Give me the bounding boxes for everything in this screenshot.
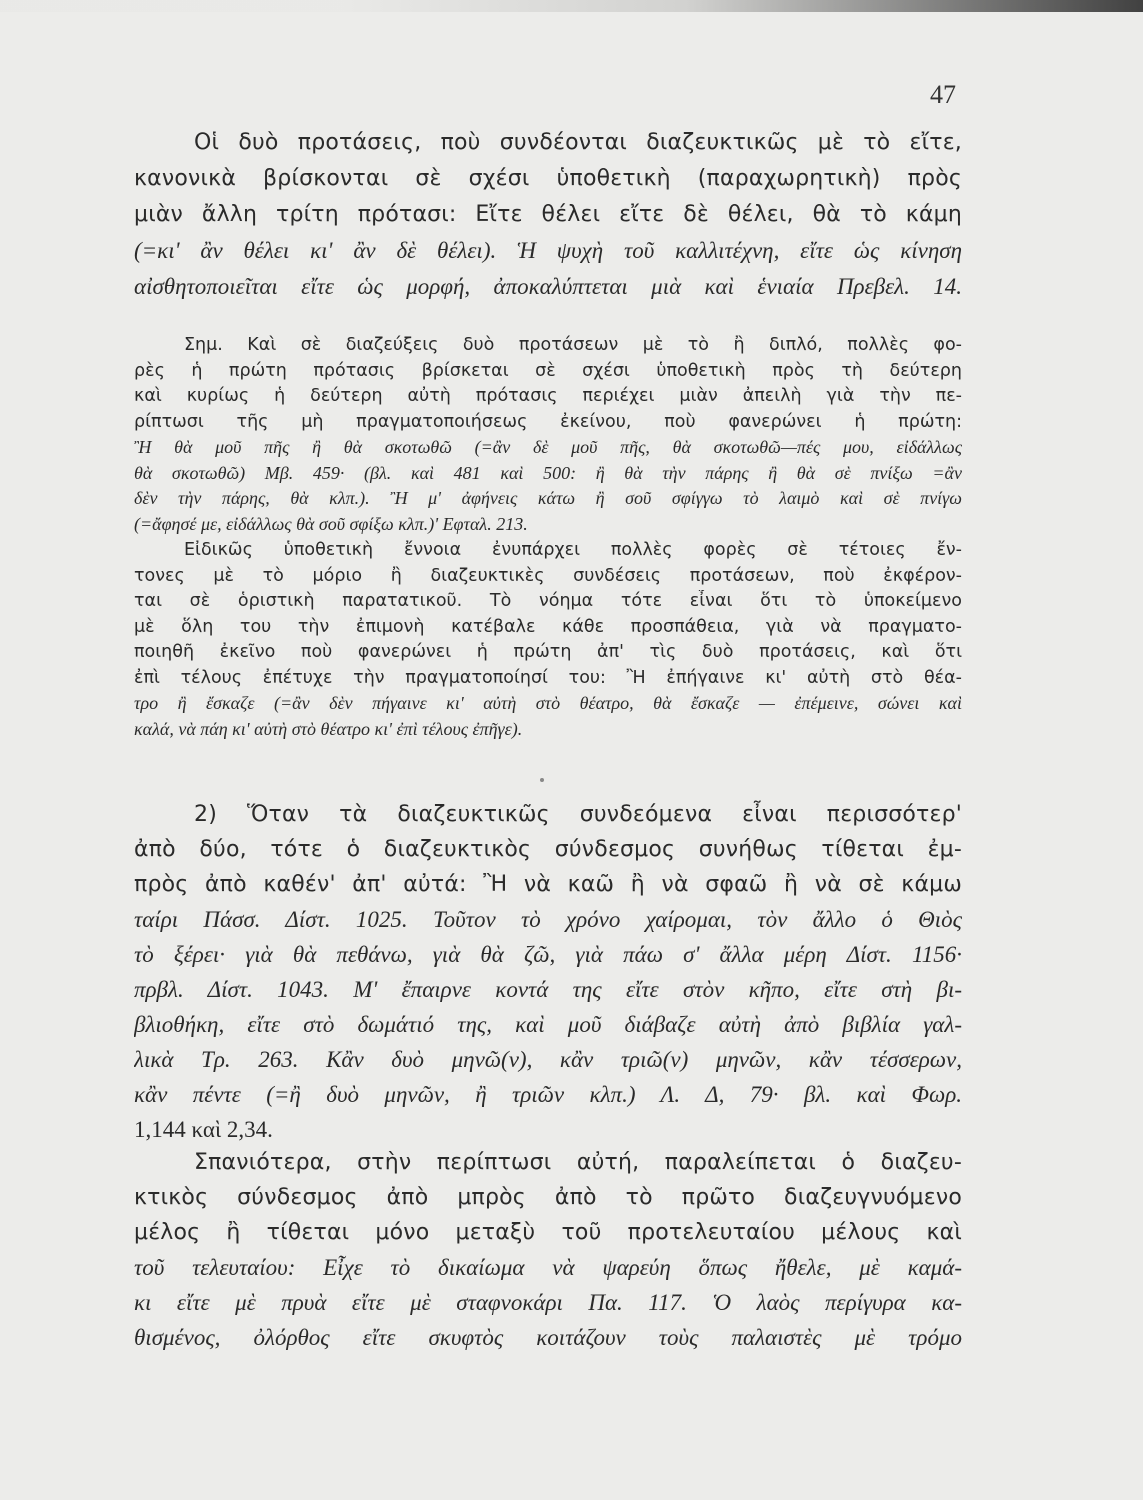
text-line: κι εἴτε μὲ πρυὰ εἴτε μὲ σταφνοκάρι Πα. 117. Ὁ λαὸς περίγυρα κα- (134, 1290, 962, 1315)
text-line: τὸ ξέρει· γιὰ θὰ πεθάνω, γιὰ θὰ ζῶ, γιὰ πάω σ' ἄλλα μέρη Δίστ. 1156· (134, 942, 962, 967)
text-line: βλιοθήκη, εἴτε στὸ δωμάτιό της, καὶ μοῦ διάβαζε αὐτὴ ἀπὸ βιβλία γαλ- (134, 1012, 962, 1037)
text-line: ρίπτωσι τῆς μὴ πραγματοποιήσεως ἐκείνου, ποὺ φανερώνει ἡ πρώτη: (134, 411, 962, 432)
text-line: καλά, νὰ πάη κι' αὐτὴ στὸ θέατρο κι' ἐπὶ τέλους ἐπῆγε). (134, 718, 523, 739)
paragraph-3 (134, 1148, 962, 1353)
text-line: (=κι' ἂν θέλει κι' ἂν δὲ θέλει). Ἡ ψυχὴ τοῦ καλλιτέχνη, εἴτε ὡς κίνηση (134, 238, 962, 263)
page-number: 47 (930, 80, 956, 109)
text-line: Σημ. Καὶ σὲ διαζεύξεις δυὸ προτάσεων μὲ τὸ ἢ διπλό, πολλὲς φο- (184, 335, 962, 355)
text-line: κἂν πέντε (=ἢ δυὸ μηνῶν, ἢ τριῶν κλπ.) Λ. Δ, 79· βλ. καὶ Φωρ. (134, 1082, 962, 1107)
note-block (134, 334, 962, 741)
paragraph-1 (134, 128, 962, 302)
text-line: μέλος ἢ τίθεται μόνο μεταξὺ τοῦ προτελευταίου μέλους καὶ (134, 1220, 962, 1245)
text-line: μιὰν ἄλλη τρίτη πρότασι: Εἴτε θέλει εἴτε δὲ θέλει, θὰ τὸ κάμη (134, 202, 962, 227)
text-line: πρὸς ἀπὸ καθέν' ἀπ' αὐτά: Ἢ νὰ καῶ ἢ νὰ σφαῶ ἢ νὰ σὲ κάμω (134, 872, 962, 897)
text-line: δὲν τὴν πάρης, θὰ κλπ.). Ἢ μ' ἀφήνεις κάτω ἢ σοῦ σφίγγω τὸ λαιμὸ καὶ σὲ πνίγω (134, 488, 962, 508)
text-line: αἰσθητοποιεῖται εἴτε ὡς μορφή, ἀποκαλύπτεται μιὰ καὶ ἑνιαία Πρεβελ. 14. (134, 274, 962, 299)
text-line: τοῦ τελευταίου: Εἶχε τὸ δικαίωμα νὰ ψαρεύη ὅπως ἤθελε, μὲ καμά- (134, 1255, 962, 1280)
text-line: πρβλ. Δίστ. 1043. Μ' ἔπαιρνε κοντά της εἴτε στὸν κῆπο, εἴτε στὴ βι- (134, 977, 962, 1002)
text-line: ται σὲ ὁριστικὴ παρατατικοῦ. Τὸ νόημα τότε εἶναι ὅτι τὸ ὑποκείμενο (134, 591, 962, 611)
text-line: Ἢ θὰ μοῦ πῆς ἢ θὰ σκοτωθῶ (=ἂν δὲ μοῦ πῆς, θὰ σκοτωθῶ—πές μου, εἰδάλλως (134, 437, 962, 457)
text-line: μὲ ὅλη του τὴν ἐπιμονὴ κατέβαλε κάθε προσπάθεια, γιὰ νὰ πραγματο- (134, 616, 962, 637)
text-line: θὰ σκοτωθῶ) Μβ. 459· (βλ. καὶ 481 καὶ 500: ἢ θὰ τὴν πάρης ἢ θὰ σὲ πνίξω =ἂν (134, 462, 962, 483)
text-line: θισμένος, ὀλόρθος εἴτε σκυφτὸς κοιτάζουν τοὺς παλαιστὲς μὲ τρόμο (134, 1325, 962, 1350)
text-line: λικὰ Τρ. 263. Κἂν δυὸ μηνῶ(ν), κἂν τριῶ(ν) μηνῶν, κἂν τέσσερων, (134, 1047, 962, 1072)
scan-edge-shadow (0, 0, 1143, 12)
text-line: Εἰδικῶς ὑποθετικὴ ἔννοια ἐνυπάρχει πολλὲς φορὲς σὲ τέτοιες ἔν- (184, 540, 962, 560)
text-line: ἐπὶ τέλους ἐπέτυχε τὴν πραγματοποίησί του: Ἢ ἐπήγαινε κι' αὐτὴ στὸ θέα- (134, 667, 962, 688)
paragraph-2 (134, 800, 962, 1145)
ink-speck (540, 778, 544, 782)
text-line: καὶ κυρίως ἡ δεύτερη αὐτὴ πρότασις περιέχει μιὰν ἀπειλὴ γιὰ τὴν πε- (134, 386, 962, 406)
text-line: τονες μὲ τὸ μόριο ἢ διαζευκτικὲς συνδέσεις προτάσεων, ποὺ ἐκφέρον- (134, 565, 962, 586)
text-line: κτικὸς σύνδεσμος ἀπὸ μπρὸς ἀπὸ τὸ πρῶτο διαζευγνυόμενο (134, 1185, 962, 1210)
text-line: (=ἄφησέ με, εἰδάλλως θὰ σοῦ σφίξω κλπ.)' Εφταλ. 213. (134, 513, 528, 534)
text-line: ταίρι Πάσσ. Δίστ. 1025. Τοῦτον τὸ χρόνο χαίρομαι, τὸν ἄλλο ὁ Θιὸς (134, 907, 962, 932)
text-line: ποιηθῆ ἐκεῖνο ποὺ φανερώνει ἡ πρώτη ἀπ' τὶς δυὸ προτάσεις, καὶ ὅτι (134, 642, 962, 662)
text-line: ἀπὸ δύο, τότε ὁ διαζευκτικὸς σύνδεσμος συνήθως τίθεται ἐμ- (134, 837, 962, 862)
text-line: κανονικὰ βρίσκονται σὲ σχέσι ὑποθετικὴ (παραχωρητικὴ) πρὸς (134, 166, 962, 191)
text-line: Σπανιότερα, στὴν περίπτωσι αὐτή, παραλείπεται ὁ διαζευ- (194, 1150, 962, 1175)
text-line: 1,144 καὶ 2,34. (134, 1117, 273, 1142)
text-line: Οἱ δυὸ προτάσεις, ποὺ συνδέονται διαζευκτικῶς μὲ τὸ εἴτε, (194, 130, 962, 155)
text-line: τρο ἢ ἔσκαζε (=ἂν δὲν πήγαινε κι' αὐτὴ στὸ θέατρο, θὰ ἔσκαζε — ἐπέμεινε, σώνει καὶ (134, 693, 962, 713)
text-line: ρὲς ἡ πρώτη πρότασις βρίσκεται σὲ σχέσι ὑποθετικὴ πρὸς τὴ δεύτερη (134, 360, 962, 381)
text-line: 2) Ὅταν τὰ διαζευκτικῶς συνδεόμενα εἶναι περισσότερ' (194, 802, 962, 827)
